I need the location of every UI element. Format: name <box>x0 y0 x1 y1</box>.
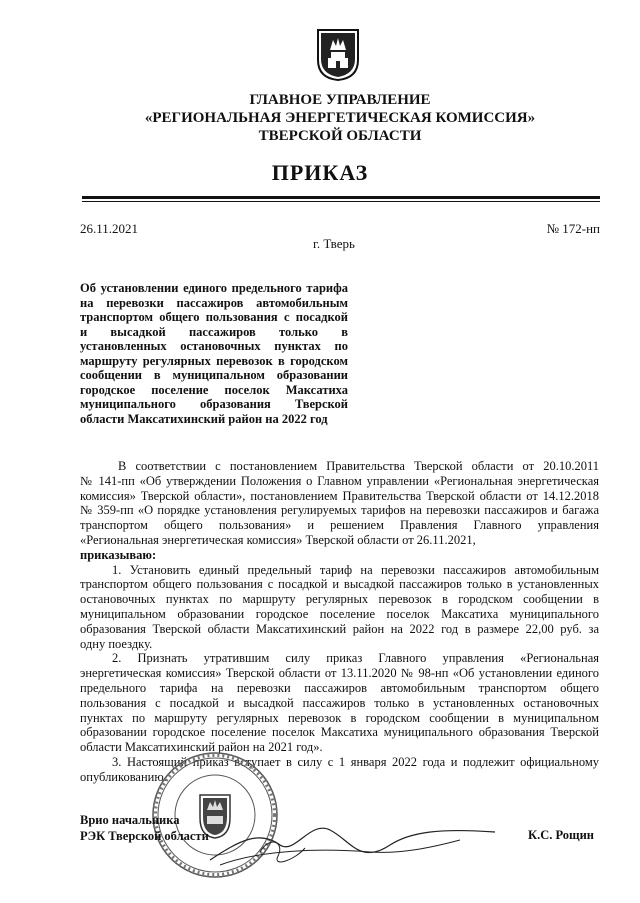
coat-of-arms-icon <box>316 28 360 82</box>
item-1-line: одну поездку. <box>80 636 153 651</box>
preamble-line: № 141-пп «Об утверждении Положения о Главном управлении «Региональная энергетическая <box>80 473 599 488</box>
subject-line: муниципального образования Тверской <box>80 397 348 411</box>
document-subject <box>80 281 348 426</box>
item-2-line: пользования с посадкой и высадкой пассажиров только в установленных остановочных <box>80 695 599 710</box>
item-2-line: 2. Признать утратившим силу приказ Главного управления «Региональная <box>112 651 599 666</box>
signatory-position-line-2: РЭК Тверской области <box>80 829 209 843</box>
subject-line: сообщении в муниципальном образовании <box>80 368 348 382</box>
preamble-line: «Региональная энергетическая комиссия» Тверской области от 26.11.2021, <box>80 532 476 547</box>
item-2-line: образовании городское поселение поселок Максатиха муниципального образования Тверской <box>80 725 599 740</box>
header-rule-thick <box>82 196 600 199</box>
item-2-line: области Максатихинский район на 2021 год». <box>80 740 323 755</box>
subject-line: маршруту регулярных перевозок в городском <box>80 353 348 368</box>
item-2-line: предельного тарифа на перевозки пассажиров автомобильным транспортом общего <box>80 680 599 695</box>
org-name-line-1: ГЛАВНОЕ УПРАВЛЕНИЕ <box>249 92 431 108</box>
org-name-line-3: ТВЕРСКОЙ ОБЛАСТИ <box>258 128 422 144</box>
handwritten-signature-icon <box>200 790 500 880</box>
document-date: 26.11.2021 <box>80 221 139 236</box>
preamble-line: транспортом общего пользования» и решением Правления Главного управления <box>80 518 599 533</box>
preamble-line: комиссия» Тверской области», постановлением Правительства Тверской области от 14.12.2018 <box>80 488 599 503</box>
item-1-line: муниципальном образовании городское поселение поселок Максатиха муниципального <box>80 606 599 621</box>
org-name-line-2: «РЕГИОНАЛЬНАЯ ЭНЕРГЕТИЧЕСКАЯ КОМИССИЯ» <box>144 110 536 126</box>
item-2-line: энергетическая комиссия» Тверской области от 13.11.2020 № 98-нп «Об установлении единого <box>80 666 599 681</box>
subject-line: городское поселение поселок Максатиха <box>80 382 348 397</box>
subject-line: на перевозки пассажиров автомобильным <box>80 295 348 310</box>
subject-line: Об установлении единого предельного тарифа <box>80 281 348 295</box>
document-number: № 172-нп <box>546 221 600 236</box>
subject-line: установленных остановочных пунктах по <box>80 339 348 353</box>
document-body <box>80 459 599 785</box>
subject-line: транспортом общего пользования с посадкой <box>80 310 348 324</box>
item-3-line: 3. Настоящий приказ вступает в силу с 1 января 2022 года и подлежит официальному <box>112 754 599 769</box>
subject-line: области Максатихинский район на 2022 год <box>80 411 328 426</box>
item-3-line: опубликованию. <box>80 769 167 784</box>
item-1-line: образования Тверской области Максатихинский район на 2022 год в размере 22,00 руб. за <box>80 621 599 636</box>
document-type-title: ПРИКАЗ <box>271 160 369 185</box>
preamble-line: В соответствии с постановлением Правительства Тверской области от 20.10.2011 <box>118 459 599 473</box>
header-rule-thin <box>82 201 600 202</box>
signatory-position-line-1: Врио начальника <box>80 813 180 827</box>
signatory-name: К.С. Рощин <box>528 828 594 842</box>
item-2-line: пунктах по маршруту регулярных перевозок в городском сообщении в муниципальном <box>80 710 599 725</box>
document-city: г. Тверь <box>313 236 355 251</box>
item-1-line: 1. Установить единый предельный тариф на перевозки пассажиров автомобильным <box>112 562 599 577</box>
signatory-position <box>80 812 209 844</box>
order-word: приказываю: <box>80 547 157 562</box>
item-1-line: остановочных пунктах по маршруту регулярных перевозок в городском сообщении в <box>80 592 599 607</box>
item-1-line: транспортом общего пользования с посадкой и высадкой пассажиров только в установленных <box>80 577 599 592</box>
subject-line: и высадкой пассажиров только в <box>80 324 348 339</box>
preamble-line: № 359-пп «О порядке установления регулируемых тарифов на перевозки пассажиров и багажа <box>80 503 599 518</box>
